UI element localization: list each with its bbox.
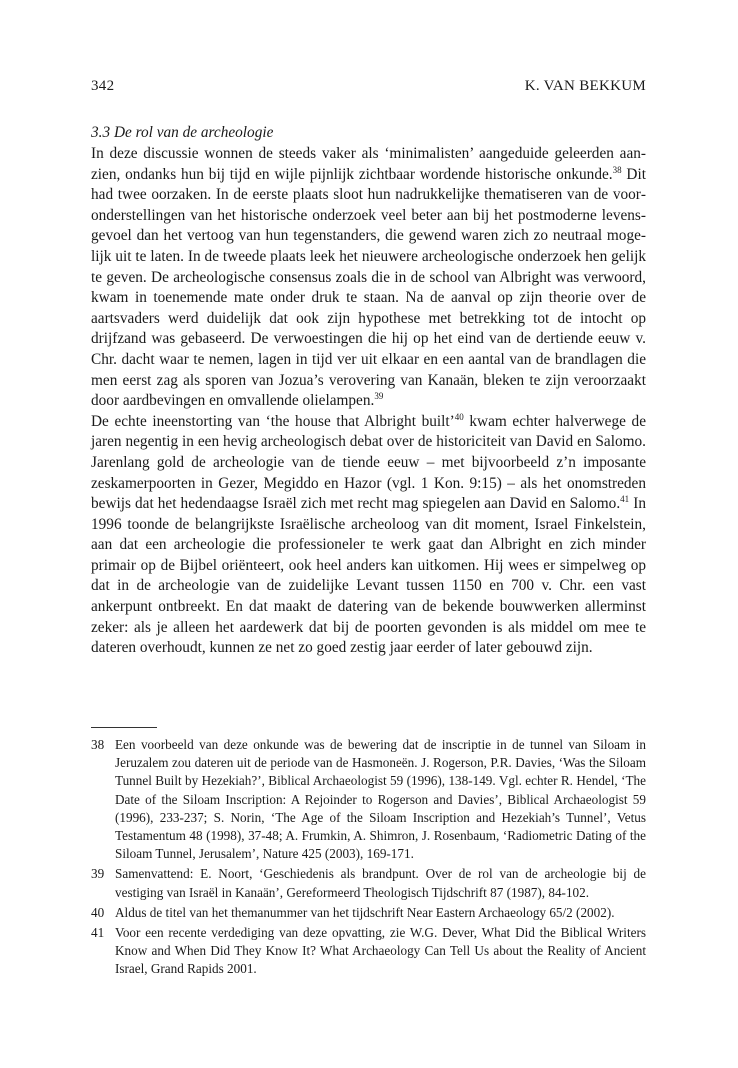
section-title: 3.3 De rol van de archeologie: [91, 124, 274, 141]
paragraph: [91, 412, 646, 659]
footnote-number: 41: [91, 925, 105, 941]
paragraph-text: kwam echter halverwege de jaren negentig in een hevig archeologisch debat over de historiciteit van David en Salomo. Jarenlang gold de archeologie van de tiende eeuw – met bijvoorbeeld z’n imposante zeskamerpoorten in Gezer, Megiddo en Hazor (vgl. 1 Kon. 9:15) – als het onomstreden bewijs dat het hedendaagse Israël zich met recht mag spiegelen aan David en Salomo.: [91, 412, 646, 513]
page-number: 342: [91, 78, 115, 94]
footnote-number: 38: [91, 737, 105, 752]
paragraph-text: In deze discussie wonnen de steeds vaker als ‘minimalisten’ aangeduide geleerden aanzien, ondanks hun bij tijd en wijle pijnlijk zichtbaar wordende historische onkunde.: [91, 145, 646, 183]
footnote-text: Samenvattend: E. Noort, ‘Geschiedenis als brandpunt. Over de rol van de archeologie bij de vestiging van Israël in Kanaän’, Gereformeerd Theologisch Tijdschrift 87 (1987), 84-102.: [115, 866, 646, 900]
footnote: [91, 904, 646, 922]
footnote-text: Een voorbeeld van deze onkunde was de bewering dat de inscriptie in de tunnel van Siloam in Jeruzalem zou dateren uit de periode van de Hasmoneën. J. Rogerson, P.R. Davies, ‘Was the Siloam Tunnel Built by Hezekiah?’, Biblical Archaeologist 59 (1996), 138-149. Vgl. echter R. Hendel, ‘The Date of the Siloam Inscription: A Rejoinder to Rogerson and Davies’, Biblical Archaeologist 59 (1996), 233-237; S. Norin, ‘The Age of the Siloam Inscription and Hezekiah’s Tunnel’, Vetus Testamentum 48 (1998), 37-48; A. Frumkin, A. Shimron, J. Rosenbaum, ‘Radiometric Dating of the Siloam Tunnel, Jerusalem’, Nature 425 (2003), 169-171.: [115, 737, 646, 862]
paragraph-text: De echte ineenstorting van ‘the house that Albright built’: [91, 412, 455, 430]
footnote: [91, 924, 646, 979]
footnotes: [91, 736, 646, 981]
footnote-separator: [91, 727, 157, 728]
footnote: [91, 736, 646, 863]
footnote: [91, 865, 646, 901]
footnote-ref[interactable]: 41: [620, 494, 630, 504]
footnote-text: Voor een recente verdediging van deze opvatting, zie W.G. Dever, What Did the Biblical Writers Know and When Did They Know It? What Archaeology Can Tell Us about the Reality of Ancient Israel, Grand Rapids 2001.: [115, 925, 646, 977]
paragraph-text: Dit had twee oorzaken. In de eerste plaats sloot hun nadrukkelijke thematiseren van de vooronderstellingen van het historische onderzoek veel beter aan bij het postmoderne levensgevoel dan het vertoog van hun tegenstanders, die gewend waren zich zo neutraal mogelijk uit te laten. In de tweede plaats leek het nieuwere archeologische onderzoek hen gelijk te geven. De archeologische consensus zoals die in de school van Albright was verwoord, kwam in toenemende mate onder druk te staan. Na de aanval op zijn theorie over de aartsvaders werd duidelijk dat ook zijn hypothese met betrekking tot de intocht op drijfzand was gebaseerd. De verwoestingen die hij op het eind van de dertiende eeuw v. Chr. dacht waar te nemen, lagen in tijd ver uit elkaar en een aantal van de brandlagen die men eerst zag als sporen van Jozua’s verovering van Kanaän, bleken te zijn veroorzaakt door aardbevingen en omvallende olielampen.: [91, 165, 646, 410]
footnote-number: 40: [91, 904, 105, 920]
footnote-text: Aldus de titel van het themanummer van het tijdschrift Near Eastern Archaeology 65/2 (2002).: [115, 904, 615, 920]
footnote-ref[interactable]: 39: [374, 391, 384, 402]
body-text: [91, 144, 646, 659]
running-head-author: K. VAN BEKKUM: [524, 78, 646, 94]
footnote-ref[interactable]: 38: [612, 164, 622, 175]
paragraph-text: In 1996 toonde de belangrijkste Israëlische archeoloog van dit moment, Israel Finkelstein, aan dat een archeologie die professioneler te werk gaat dan Albright en zich minder primair op de Bijbel oriënteert, ook heel anders kan uitkomen. Hij wees er simpelweg op dat in de archeologie van de zuidelijke Levant tussen 1150 en 700 v. Chr. een vast ankerpunt ontbreekt. En dat maakt de datering van de bekende bouwwerken allerminst zeker: als je alleen het aardewerk dat bij de poorten gevonden is als middel om mee te dateren overhoudt, kunnen ze net zo goed zestig jaar eerder of later gebouwd zijn.: [91, 495, 646, 657]
footnote-ref[interactable]: 40: [454, 411, 464, 422]
running-header: [91, 78, 646, 95]
paragraph: [91, 144, 646, 412]
footnote-number: 39: [91, 866, 105, 882]
